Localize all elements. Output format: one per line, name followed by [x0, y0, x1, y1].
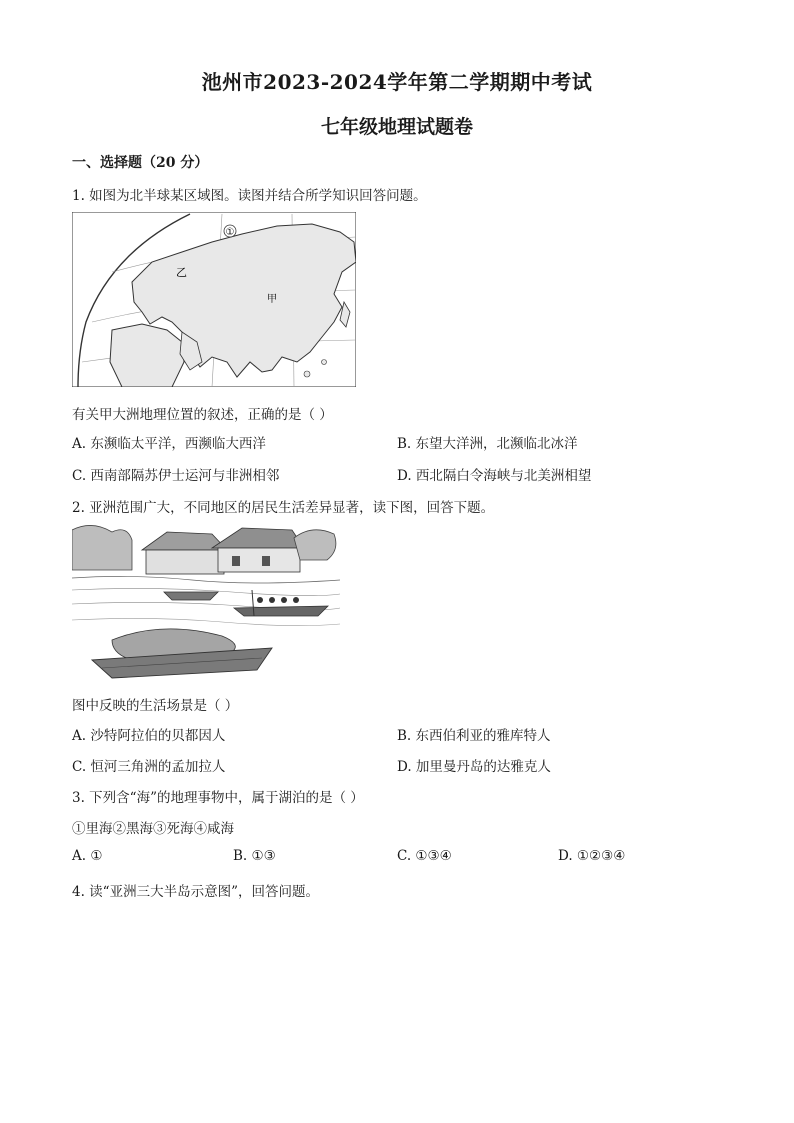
q1-stem: 1. 如图为北半球某区域图。读图并结合所学知识回答问题。	[72, 188, 427, 204]
q3-items: ①里海②黑海③死海④咸海	[72, 821, 234, 837]
q3-option-c[interactable]: C. ①③④	[397, 848, 452, 864]
q2-option-d[interactable]: D. 加里曼丹岛的达雅克人	[397, 759, 551, 775]
exam-title: 池州市2023-2024学年第二学期期中考试	[201, 70, 593, 94]
q2-stem: 2. 亚洲范围广大，不同地区的居民生活差异显著，读下图，回答下题。	[72, 500, 495, 516]
q3-option-d[interactable]: D. ①②③④	[558, 848, 626, 864]
q2-scene-illustration	[72, 520, 340, 682]
q3-stem: 3. 下列含“海”的地理事物中，属于湖泊的是（ ）	[72, 790, 364, 806]
map-label-yi: 乙	[176, 266, 187, 279]
q3-option-b[interactable]: B. ①③	[233, 848, 276, 864]
q1-map-figure	[72, 212, 356, 387]
q2-option-a[interactable]: A. 沙特阿拉伯的贝都因人	[72, 728, 226, 744]
q3-option-a[interactable]: A. ①	[72, 848, 103, 864]
exam-subtitle: 七年级地理试题卷	[320, 116, 473, 138]
section-heading: 一、选择题（20 分）	[72, 155, 209, 171]
q2-option-c[interactable]: C. 恒河三角洲的孟加拉人	[72, 759, 226, 775]
q2-option-b[interactable]: B. 东西伯利亚的雅库特人	[397, 728, 551, 744]
q1-option-c[interactable]: C. 西南部隔苏伊士运河与非洲相邻	[72, 468, 280, 484]
q1-option-a[interactable]: A. 东濒临太平洋，西濒临大西洋	[72, 436, 266, 452]
map-label-jia: 甲	[267, 294, 277, 305]
q1-option-d[interactable]: D. 西北隔白令海峡与北美洲相望	[397, 468, 592, 484]
q4-stem: 4. 读“亚洲三大半岛示意图”，回答问题。	[72, 884, 319, 900]
map-label-circle1: ①	[225, 227, 235, 238]
q2-question: 图中反映的生活场景是（ ）	[72, 698, 239, 714]
q1-option-b[interactable]: B. 东望大洋洲，北濒临北冰洋	[397, 436, 578, 452]
q1-question: 有关甲大洲地理位置的叙述，正确的是（ ）	[72, 407, 333, 423]
